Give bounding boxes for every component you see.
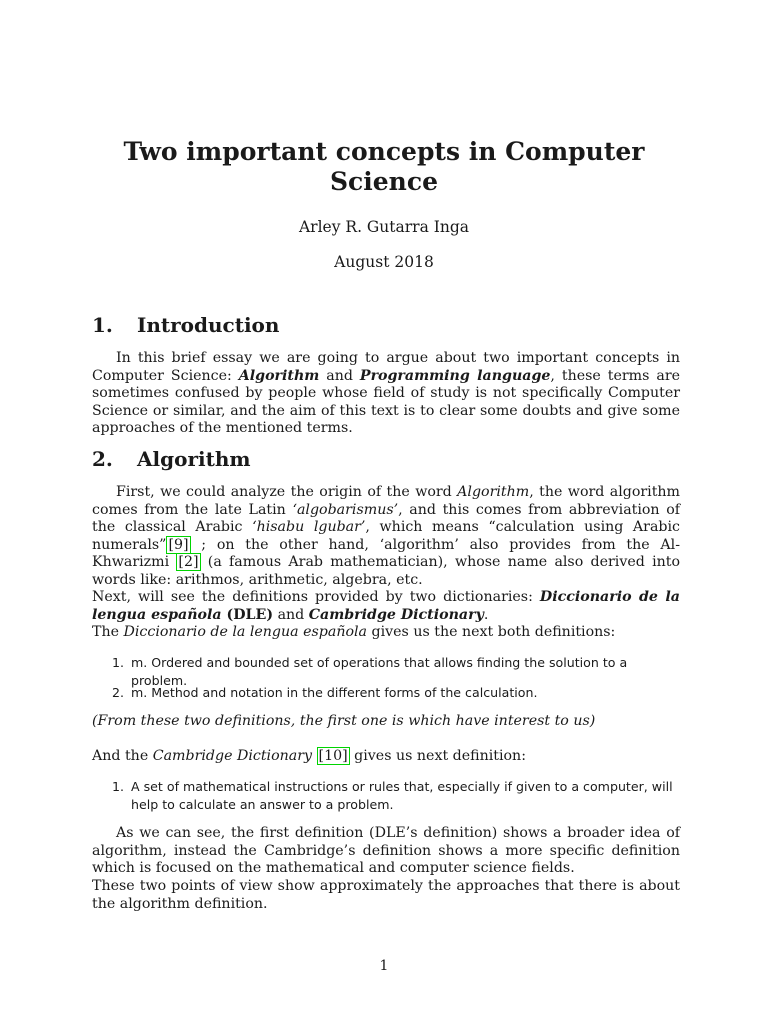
dle-title: Diccionario de la lengua española (92, 589, 680, 623)
dle-title-italic: Diccionario de la lengua española (123, 624, 368, 640)
dictionaries-paragraph (92, 589, 680, 642)
cambridge-paragraph (92, 748, 680, 766)
list-number: 1. (112, 655, 125, 670)
comparison-paragraph: As we can see, the first definition (DLE’s definition) shows a broader idea of algorithm, instead the Cambridge’s definition shows a more specific definition which is focused on the mathematical and computer science fields. (92, 825, 680, 876)
text-run: gives us next definition: (349, 748, 526, 764)
text-run: , the word algorithm comes from the late Latin (92, 484, 680, 518)
term-programming-language: Programming language (359, 367, 551, 384)
introduction-paragraph (92, 350, 680, 438)
text-run: and (273, 606, 309, 623)
text-run: And the (92, 748, 153, 764)
conclusion-paragraph: These two points of view show approximately the approaches that there is about the algorithm definition. (92, 878, 680, 912)
text-run: The (92, 624, 124, 640)
list-number: 2. (112, 685, 125, 700)
section-number: 2. (92, 447, 113, 471)
text-run: First, we could analyze the origin of the word (116, 484, 458, 500)
section-title: Introduction (137, 313, 280, 337)
italic-word: Algorithm (457, 484, 530, 500)
cambridge-title-italic: Cambridge Dictionary (152, 748, 313, 764)
list-item (108, 684, 680, 702)
text-run: , these terms are sometimes confused by people whose field of study is not specifically Computer Science or similar, and the aim of this text is to clear some doubts and give some approaches of the mentioned terms. (92, 367, 680, 436)
list-text: A set of mathematical instructions or rules that, especially if given to a computer, will help to calculate an answer to a problem. (131, 779, 673, 812)
dle-abbreviation: (DLE) (221, 606, 274, 623)
arabic-term: ‘hisabu lgubar’ (252, 519, 366, 535)
cambridge-title: Cambridge Dictionary (308, 606, 484, 623)
text-run: Next, will see the definitions provided by two dictionaries: (92, 589, 540, 605)
text-run: . (483, 606, 489, 623)
text-run: (a famous Arab mathematician), whose name also derived into words like: arithmos, arithmetic, algebra, etc. (92, 554, 681, 588)
section-number: 1. (92, 313, 113, 337)
section-heading-introduction (92, 313, 279, 337)
document-date: August 2018 (334, 253, 434, 271)
text-run: , and this comes from abbreviation of the classical Arabic (92, 501, 681, 535)
term-algorithm: Algorithm (238, 367, 320, 384)
document-title: Two important concepts in Computer Science (123, 137, 645, 196)
author-name: Arley R. Gutarra Inga (298, 218, 470, 236)
latin-term: ‘algobarismus’ (292, 501, 399, 518)
list-text: m. Method and notation in the different forms of the calculation. (131, 685, 538, 700)
section-title: Algorithm (137, 447, 251, 471)
text-run: In this brief essay we are going to argue about two important concepts in Computer Science: (92, 350, 680, 384)
list-number: 1. (112, 779, 125, 794)
text-run (312, 748, 317, 764)
text-run: , which means “calculation using Arabic numerals” (92, 519, 680, 553)
list-text: m. Ordered and bounded set of operations that allows finding the solution to a problem. (131, 655, 628, 688)
citation-link-9[interactable]: [9] (168, 536, 189, 553)
text-run: and (319, 367, 360, 384)
text-run: ; on the other hand, ‘algorithm’ also provides from the Al- Khwarizmi (92, 536, 680, 570)
text-run: gives us the next both definitions: (367, 624, 616, 640)
origin-paragraph (92, 484, 680, 589)
citation-link-2[interactable]: [2] (178, 554, 199, 570)
section-heading-algorithm (92, 447, 251, 471)
page-number: 1 (379, 958, 389, 974)
definitions-note: (From these two definitions, the first one is which have interest to us) (92, 713, 596, 729)
citation-link-10[interactable]: [10] (318, 748, 348, 764)
list-item (108, 778, 680, 813)
